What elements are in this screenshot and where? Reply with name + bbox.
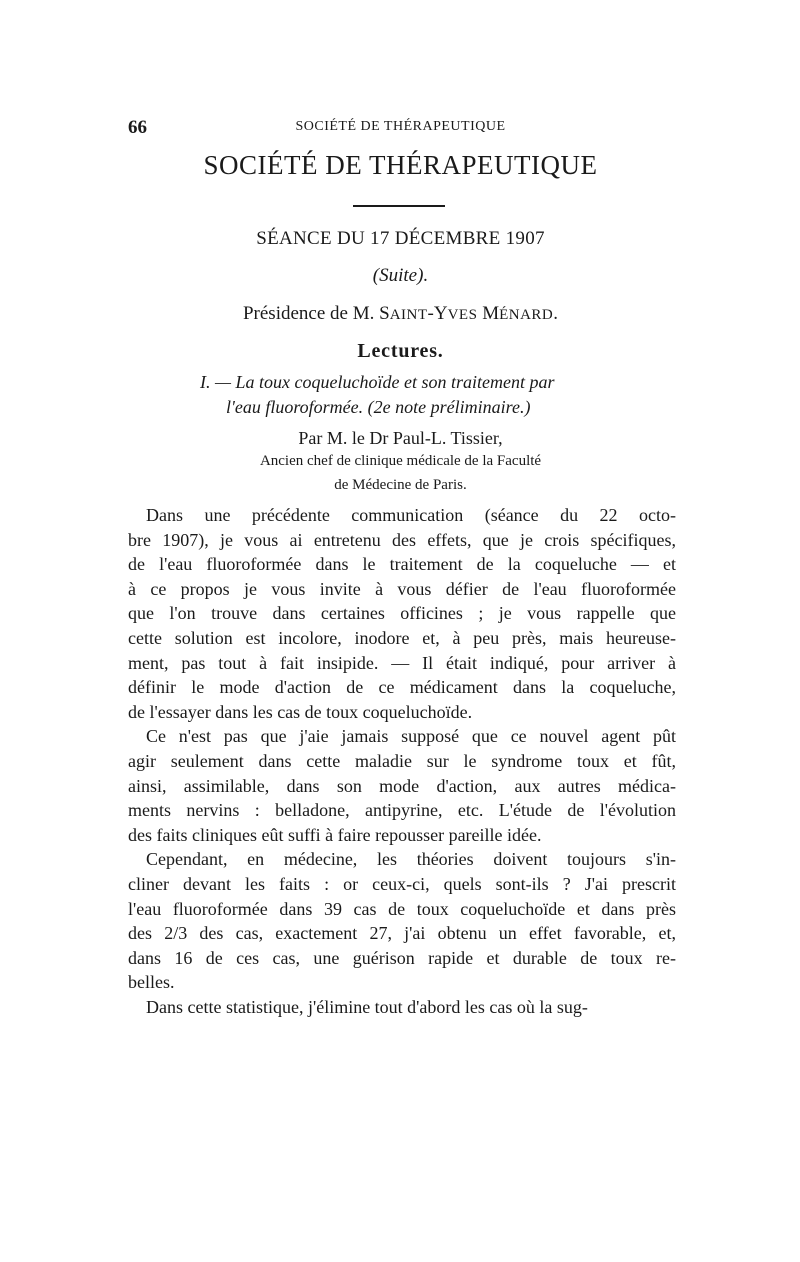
seance-date: SÉANCE DU 17 DÉCEMBRE 1907 — [256, 228, 545, 249]
affiliation-line-2: de Médecine de Paris. — [334, 477, 467, 493]
suite-text: (Suite). — [372, 265, 429, 286]
title-rule — [353, 205, 445, 207]
running-title: SOCIÉTÉ DE THÉRAPEUTIQUE — [295, 119, 506, 134]
name-rest-3: ÉNARD — [499, 307, 554, 323]
body-line: à ce propos je vous invite à vous défier de l'eau fluoroformée — [128, 578, 676, 599]
running-head — [128, 117, 673, 139]
presidence-line — [128, 303, 673, 325]
lecture-title-text-2: l'eau fluoroformée. (2e note préliminaire.) — [226, 397, 531, 417]
body-line: l'eau fluoroformée dans 39 cas de toux coqueluchoïde et dans près — [128, 898, 676, 919]
body-line: cette solution est incolore, inodore et, à peu près, mais heureuse- — [128, 627, 676, 648]
body-line: Ce n'est pas que j'aie jamais supposé que ce nouvel agent pût — [146, 726, 676, 747]
body-line: des 2/3 des cas, exactement 27, j'ai obtenu un effet favorable, et, — [128, 923, 676, 944]
body-line: que l'on trouve dans certaines officines ; je vous rappelle que — [128, 603, 676, 624]
lecture-title-line-2 — [226, 394, 696, 420]
name-initial-2: Y — [433, 303, 448, 324]
name-rest-2: VES — [447, 307, 478, 323]
body-line: des faits cliniques eût suffi à faire repousser pareille idée. — [128, 824, 542, 845]
body-line: Cependant, en médecine, les théories doivent toujours s'in- — [146, 849, 676, 870]
body-line: dans 16 de ces cas, une guérison rapide et durable de toux re- — [128, 947, 676, 968]
body-line: de l'essayer dans les cas de toux coqueluchoïde. — [128, 701, 473, 722]
presidence-prefix: Présidence de M. — [242, 303, 380, 324]
name-initial-3: M — [482, 303, 500, 324]
lecture-title-text-1: I. — La toux coqueluchoïde et son traitement par — [200, 372, 555, 392]
body-line: ment, pas tout à fait insipide. — Il était indiqué, pour arriver à — [128, 652, 676, 673]
page-number: 66 — [128, 117, 147, 138]
lecture-title-line-1 — [200, 369, 670, 395]
affiliation-line-1: Ancien chef de clinique médicale de la Faculté — [259, 453, 542, 469]
body-line: Dans cette statistique, j'élimine tout d'abord les cas où la sug- — [146, 996, 588, 1017]
body-line: de l'eau fluoroformée dans le traitement de la coqueluche — et — [128, 554, 676, 575]
section-heading: Lectures. — [357, 340, 444, 362]
body-text — [128, 503, 676, 1019]
body-line: Dans une précédente communication (séance du 22 octo- — [146, 505, 676, 525]
name-dash: - — [427, 303, 434, 324]
body-line: agir seulement dans cette maladie sur le syndrome toux et fût, — [128, 750, 676, 771]
body-line: définir le mode d'action de ce médicament dans la coqueluche, — [128, 677, 676, 698]
body-line: bre 1907), je vous ai entretenu des effets, que je crois spécifiques, — [128, 529, 676, 550]
suite-label — [128, 265, 673, 287]
presidence-suffix: . — [553, 303, 559, 324]
body-line: ments nervins : belladone, antipyrine, etc. L'étude de l'évolution — [128, 800, 676, 821]
main-title: SOCIÉTÉ DE THÉRAPEUTIQUE — [203, 150, 598, 180]
author-line: Par M. le Dr Paul-L. Tissier, — [298, 428, 503, 448]
body-line: belles. — [128, 972, 175, 993]
name-initial-1: S — [379, 303, 390, 324]
body-line: cliner devant les faits : or ceux-ci, quels sont-ils ? J'ai prescrit — [128, 873, 676, 894]
body-line: ainsi, assimilable, dans son mode d'action, aux autres médica- — [128, 775, 676, 796]
name-rest-1: AINT — [389, 307, 428, 323]
